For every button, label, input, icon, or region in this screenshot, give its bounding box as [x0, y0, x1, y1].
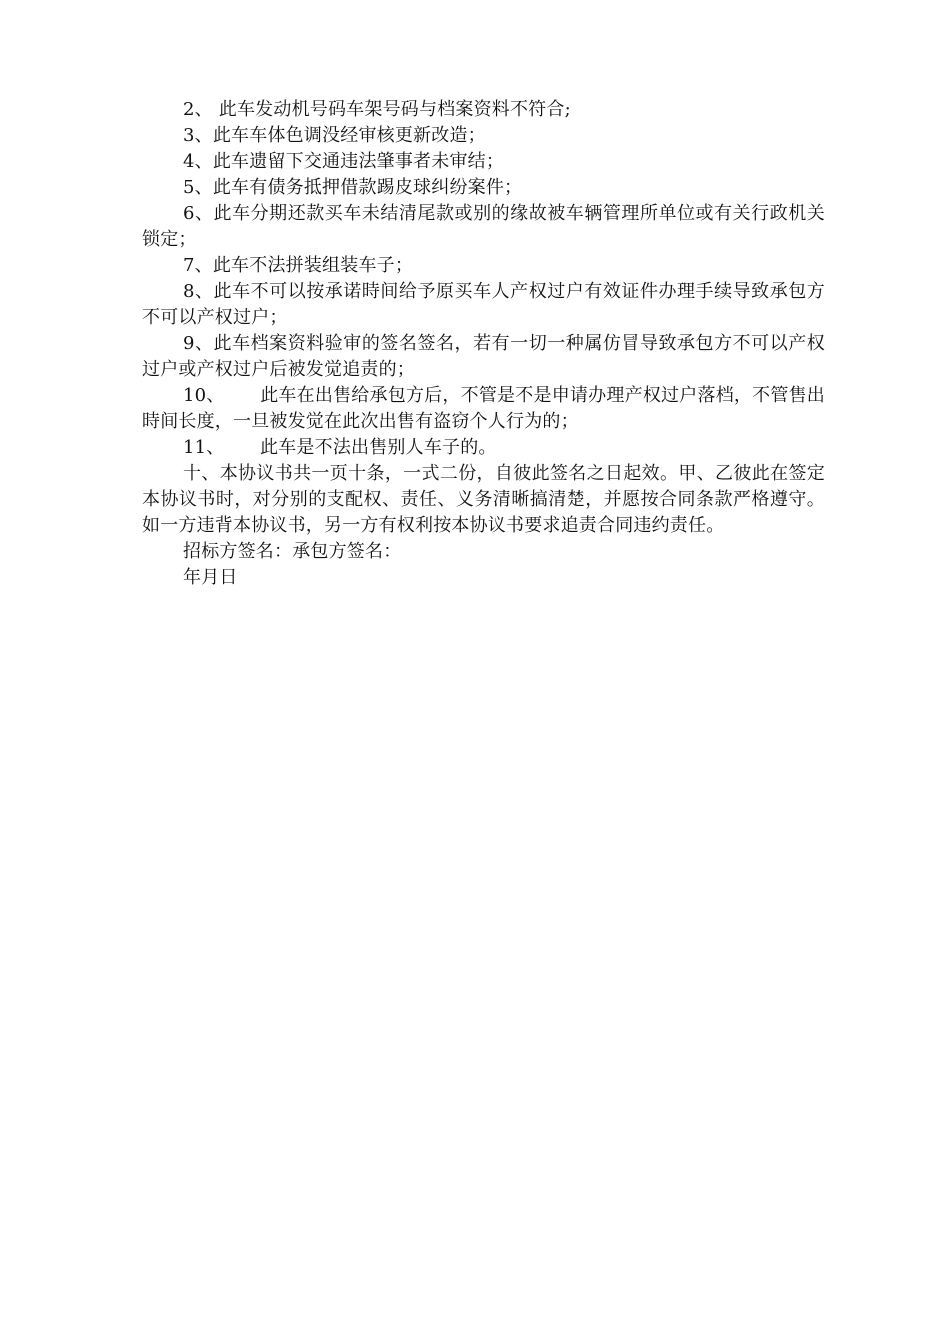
- clause-9: 9、此车档案资料验审的签名签名，若有一切一种属仿冒导致承包方不可以产权过户或产权过户后被发觉追责的；: [142, 333, 825, 380]
- clause-2: 2、 此车发动机号码车架号码与档案资料不符合;: [183, 99, 571, 120]
- clause-5: 5、此车有债务抵押借款踢皮球纠纷案件；: [183, 177, 523, 198]
- signature-line: 招标方签名：承包方签名：: [183, 541, 402, 562]
- date-line: 年月日: [183, 567, 238, 588]
- article-10-paragraph: 十、本协议书共一页十条，一式二份，自彼此签名之日起效。甲、乙彼此在签定本协议书时，对分别的支配权、责任、义务清晰搞清楚，并愿按合同条款严格遵守。如一方违背本协议书，另一方有权利按本协议书要求追责合同违约责任。: [142, 463, 825, 536]
- clause-8: 8、此车不可以按承诺時间给予原买车人产权过户有效证件办理手续导致承包方不可以产权过户；: [142, 281, 825, 328]
- clause-10: 10、 此车在出售给承包方后，不管是不是申请办理产权过户落档，不管售出 時间长度，一旦被发觉在此次出售有盗窃个人行为的；: [142, 385, 831, 432]
- clause-6: 6、此车分期还款买车未结清尾款或别的缘故被车辆管理所单位或有关行政机关锁定；: [142, 203, 825, 250]
- clause-11: 11、 此车是不法出售别人车子的。: [183, 437, 497, 458]
- clause-4: 4、此车遗留下交通违法肇事者未审结；: [183, 151, 505, 172]
- clause-3: 3、此车车体色调没经审核更新改造；: [183, 125, 486, 146]
- document-body: [142, 97, 831, 591]
- clause-7: 7、此车不法拼装组装车子；: [183, 255, 414, 276]
